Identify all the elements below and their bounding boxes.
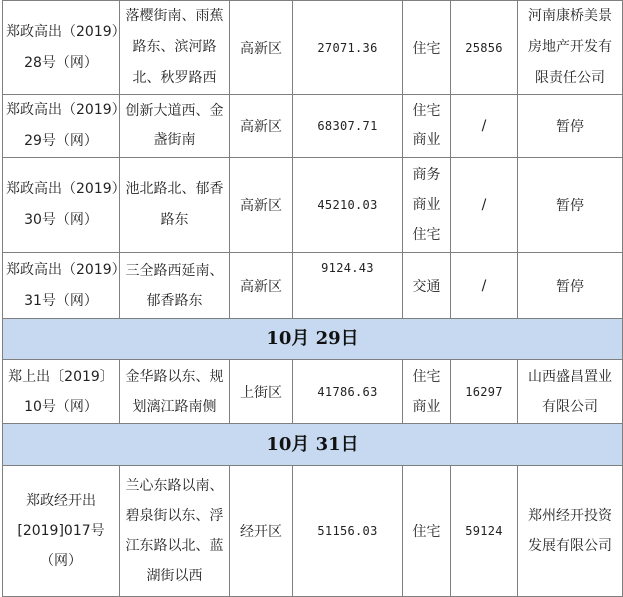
table-row bbox=[3, 1, 623, 95]
lot-number-line: 郑政高出（2019） bbox=[6, 23, 126, 40]
use-line: 商业 bbox=[412, 132, 441, 148]
location-line: 路东 bbox=[160, 212, 189, 228]
location-line: 路东、滨河路 bbox=[132, 39, 217, 55]
use-cell bbox=[403, 253, 451, 319]
price-cell: / bbox=[451, 158, 518, 253]
use-line: 住宅 bbox=[412, 227, 441, 243]
location-cell bbox=[120, 95, 230, 158]
lot-number-line: （网） bbox=[40, 553, 82, 569]
use-line: 商业 bbox=[412, 398, 441, 415]
date-row bbox=[3, 319, 623, 360]
buyer-line: 暂停 bbox=[556, 278, 584, 295]
area-cell: 51156.03 bbox=[293, 466, 403, 597]
location-cell bbox=[120, 360, 230, 424]
table-row bbox=[3, 253, 623, 319]
buyer-cell bbox=[518, 360, 623, 424]
price-cell: 59124 bbox=[451, 466, 518, 597]
district-cell: 高新区 bbox=[230, 158, 293, 253]
date-header: 10月 29日 bbox=[3, 319, 623, 360]
use-line: 住宅 bbox=[412, 524, 441, 540]
location-line: 北、秋罗路西 bbox=[132, 70, 217, 86]
location-line: 落樱街南、雨蕉 bbox=[125, 8, 224, 24]
lot-number-line: 郑上出〔2019〕 bbox=[8, 368, 114, 385]
buyer-cell bbox=[518, 158, 623, 253]
use-line: 住宅 bbox=[412, 103, 441, 119]
use-cell bbox=[403, 466, 451, 597]
buyer-line: 房地产开发有 bbox=[528, 39, 612, 55]
lot-number-line: [2019]017号 bbox=[17, 523, 105, 539]
lot-number-cell bbox=[3, 1, 126, 95]
buyer-line: 郑州经开投资 bbox=[528, 508, 612, 524]
lot-number-cell bbox=[3, 466, 120, 597]
price-cell: / bbox=[451, 253, 518, 319]
price-cell: 16297 bbox=[451, 360, 518, 424]
lot-number-line: 郑政高出（2019） bbox=[6, 181, 126, 197]
buyer-line: 有限公司 bbox=[542, 398, 598, 415]
buyer-cell bbox=[518, 466, 623, 597]
area-cell: 68307.71 bbox=[293, 95, 403, 158]
lot-number-cell bbox=[3, 360, 120, 424]
district-cell: 经开区 bbox=[230, 466, 293, 597]
buyer-line: 暂停 bbox=[556, 119, 584, 135]
location-line: 三全路西延南、 bbox=[125, 262, 224, 279]
buyer-line: 限责任公司 bbox=[535, 70, 605, 86]
table-row bbox=[3, 360, 623, 424]
lot-number-line: 29号（网） bbox=[24, 133, 98, 149]
area-cell: 9124.43 bbox=[293, 253, 403, 319]
land-auction-table bbox=[2, 0, 623, 597]
location-line: 创新大道西、金 bbox=[125, 103, 224, 119]
district-cell: 上街区 bbox=[230, 360, 293, 424]
location-cell bbox=[120, 466, 230, 597]
lot-number-line: 31号（网） bbox=[24, 292, 98, 309]
lot-number-line: 郑政经开出 bbox=[26, 493, 96, 509]
buyer-line: 山西盛昌置业 bbox=[528, 368, 612, 385]
buyer-line: 暂停 bbox=[556, 198, 584, 214]
use-cell bbox=[403, 1, 451, 95]
date-header: 10月 31日 bbox=[3, 424, 623, 466]
lot-number-cell bbox=[3, 158, 126, 253]
buyer-cell bbox=[518, 1, 623, 95]
use-cell bbox=[403, 95, 451, 158]
area-cell: 41786.63 bbox=[293, 360, 403, 424]
district-cell: 高新区 bbox=[230, 95, 293, 158]
location-line: 碧泉街以东、浮 bbox=[125, 508, 224, 524]
buyer-cell bbox=[518, 95, 623, 158]
table-row bbox=[3, 158, 623, 253]
area-cell: 45210.03 bbox=[293, 158, 403, 253]
land-auction-table-wrapper bbox=[2, 0, 612, 595]
use-cell bbox=[403, 158, 451, 253]
lot-number-line: 28号（网） bbox=[24, 54, 98, 71]
district-cell: 高新区 bbox=[230, 1, 293, 95]
table-row bbox=[3, 466, 623, 597]
lot-number-line: 10号（网） bbox=[24, 398, 98, 415]
use-line: 商务 bbox=[412, 167, 441, 183]
price-cell: / bbox=[451, 95, 518, 158]
buyer-line: 发展有限公司 bbox=[528, 538, 612, 554]
lot-number-line: 30号（网） bbox=[24, 212, 98, 228]
use-line: 住宅 bbox=[412, 368, 441, 385]
lot-number-cell bbox=[3, 95, 126, 158]
use-line: 商业 bbox=[412, 197, 441, 213]
location-line: 金华路以东、规 bbox=[125, 368, 224, 385]
price-cell: 25856 bbox=[451, 1, 518, 95]
use-line: 住宅 bbox=[412, 40, 441, 57]
lot-number-cell bbox=[3, 253, 126, 319]
location-line: 郁香路东 bbox=[146, 292, 203, 309]
location-line: 盏街南 bbox=[153, 132, 196, 148]
location-line: 湖街以西 bbox=[146, 568, 203, 584]
table-row bbox=[3, 95, 623, 158]
location-line: 兰心东路以南、 bbox=[125, 478, 224, 494]
location-line: 池北路北、郁香 bbox=[125, 181, 224, 197]
lot-number-line: 郑政高出（2019） bbox=[6, 102, 126, 118]
lot-number-line: 郑政高出（2019） bbox=[6, 261, 126, 278]
location-cell bbox=[120, 1, 230, 95]
location-line: 江东路以北、蓝 bbox=[125, 538, 224, 554]
location-cell bbox=[120, 158, 230, 253]
date-row bbox=[3, 424, 623, 466]
location-line: 划漓江路南侧 bbox=[132, 398, 217, 415]
location-cell bbox=[120, 253, 230, 319]
area-cell: 27071.36 bbox=[293, 1, 403, 95]
buyer-line: 河南康桥美景 bbox=[528, 8, 612, 24]
use-cell bbox=[403, 360, 451, 424]
district-cell: 高新区 bbox=[230, 253, 293, 319]
use-line: 交通 bbox=[412, 278, 441, 295]
buyer-cell bbox=[518, 253, 623, 319]
